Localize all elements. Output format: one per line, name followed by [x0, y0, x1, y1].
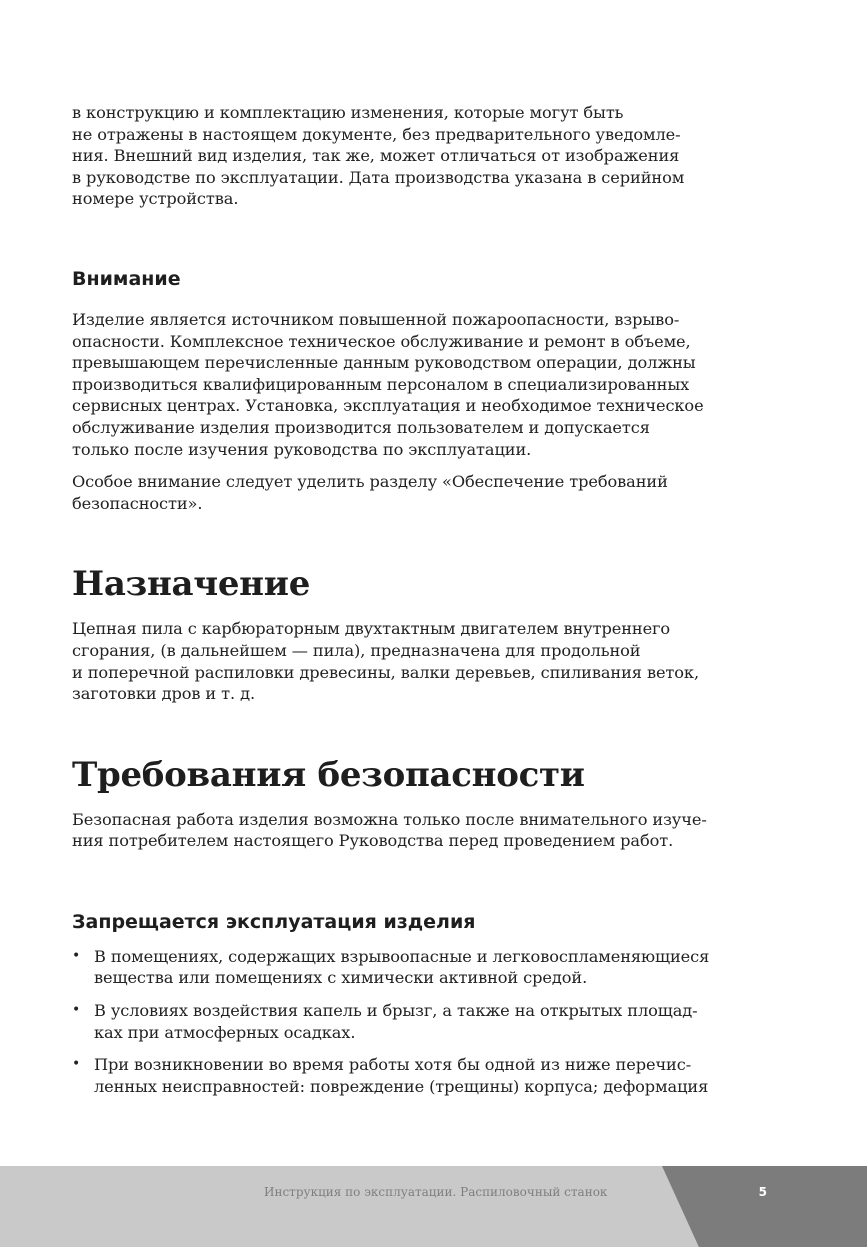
attention-note-paragraph [72, 471, 772, 514]
bullet-icon: • [72, 1056, 81, 1073]
safety-heading: Требования безопасности [72, 754, 585, 795]
text-line: ках при атмосферных осадках. [94, 1022, 356, 1042]
prohibited-heading: Запрещается эксплуатация изделия [72, 910, 476, 933]
text-line: в руководстве по эксплуатации. Дата производства указана в серийном [72, 167, 685, 187]
footer-title: Инструкция по эксплуатации. Распиловочный станок [264, 1185, 608, 1199]
text-line: заготовки дров и т. д. [72, 684, 256, 704]
text-line: При возникновении во время работы хотя бы одной из ниже перечис- [94, 1055, 692, 1075]
text-line: В условиях воздействия капель и брызг, а также на открытых площад- [94, 1001, 698, 1021]
text-line: ленных неисправностей: повреждение (трещины) корпуса; деформация [94, 1076, 709, 1096]
text-line: сервисных центрах. Установка, эксплуатация и необходимое техническое [72, 396, 704, 416]
bullet-icon: • [72, 947, 81, 964]
page-content [72, 102, 772, 1097]
page-footer [0, 1166, 867, 1247]
purpose-heading: Назначение [72, 564, 311, 605]
text-line: номере устройства. [72, 189, 239, 209]
attention-paragraph [72, 309, 772, 460]
safety-paragraph [72, 809, 772, 852]
text-line: в конструкцию и комплектацию изменения, которые могут быть [72, 103, 624, 122]
intro-paragraph [72, 102, 772, 210]
text-line: Особое внимание следует уделить разделу «Обеспечение требований [72, 472, 668, 492]
list-item [72, 1054, 772, 1097]
attention-heading: Внимание [72, 267, 181, 290]
text-line: только после изучения руководства по эксплуатации. [72, 439, 532, 459]
bullet-icon: • [72, 1002, 81, 1019]
prohibited-list [72, 946, 772, 1098]
text-line: ния. Внешний вид изделия, так же, может отличаться от изображения [72, 146, 680, 166]
list-item [72, 1000, 772, 1043]
list-item [72, 946, 772, 989]
text-line: и поперечной распиловки древесины, валки деревьев, спиливания веток, [72, 662, 699, 682]
page-number: 5 [758, 1185, 767, 1199]
text-line: вещества или помещениях с химически активной средой. [94, 968, 588, 988]
text-line: опасности. Комплексное техническое обслуживание и ремонт в объеме, [72, 331, 691, 351]
text-line: Изделие является источником повышенной пожароопасности, взрыво- [72, 309, 680, 329]
text-line: Безопасная работа изделия возможна только после внимательного изуче- [72, 809, 707, 829]
footer-accent-block [662, 1166, 867, 1247]
text-line: производиться квалифицированным персоналом в специализированных [72, 374, 690, 394]
text-line: сгорания, (в дальнейшем — пила), предназначена для продольной [72, 640, 641, 660]
text-line: обслуживание изделия производится пользователем и допускается [72, 417, 650, 437]
text-line: не отражены в настоящем документе, без предварительного уведомле- [72, 124, 681, 144]
purpose-paragraph [72, 618, 772, 704]
text-line: безопасности». [72, 493, 203, 513]
text-line: В помещениях, содержащих взрывоопасные и легковоспламеняющиеся [94, 946, 710, 966]
text-line: Цепная пила с карбюраторным двухтактным двигателем внутреннего [72, 619, 671, 639]
text-line: превышающем перечисленные данным руководством операции, должны [72, 353, 696, 373]
text-line: ния потребителем настоящего Руководства перед проведением работ. [72, 831, 674, 851]
